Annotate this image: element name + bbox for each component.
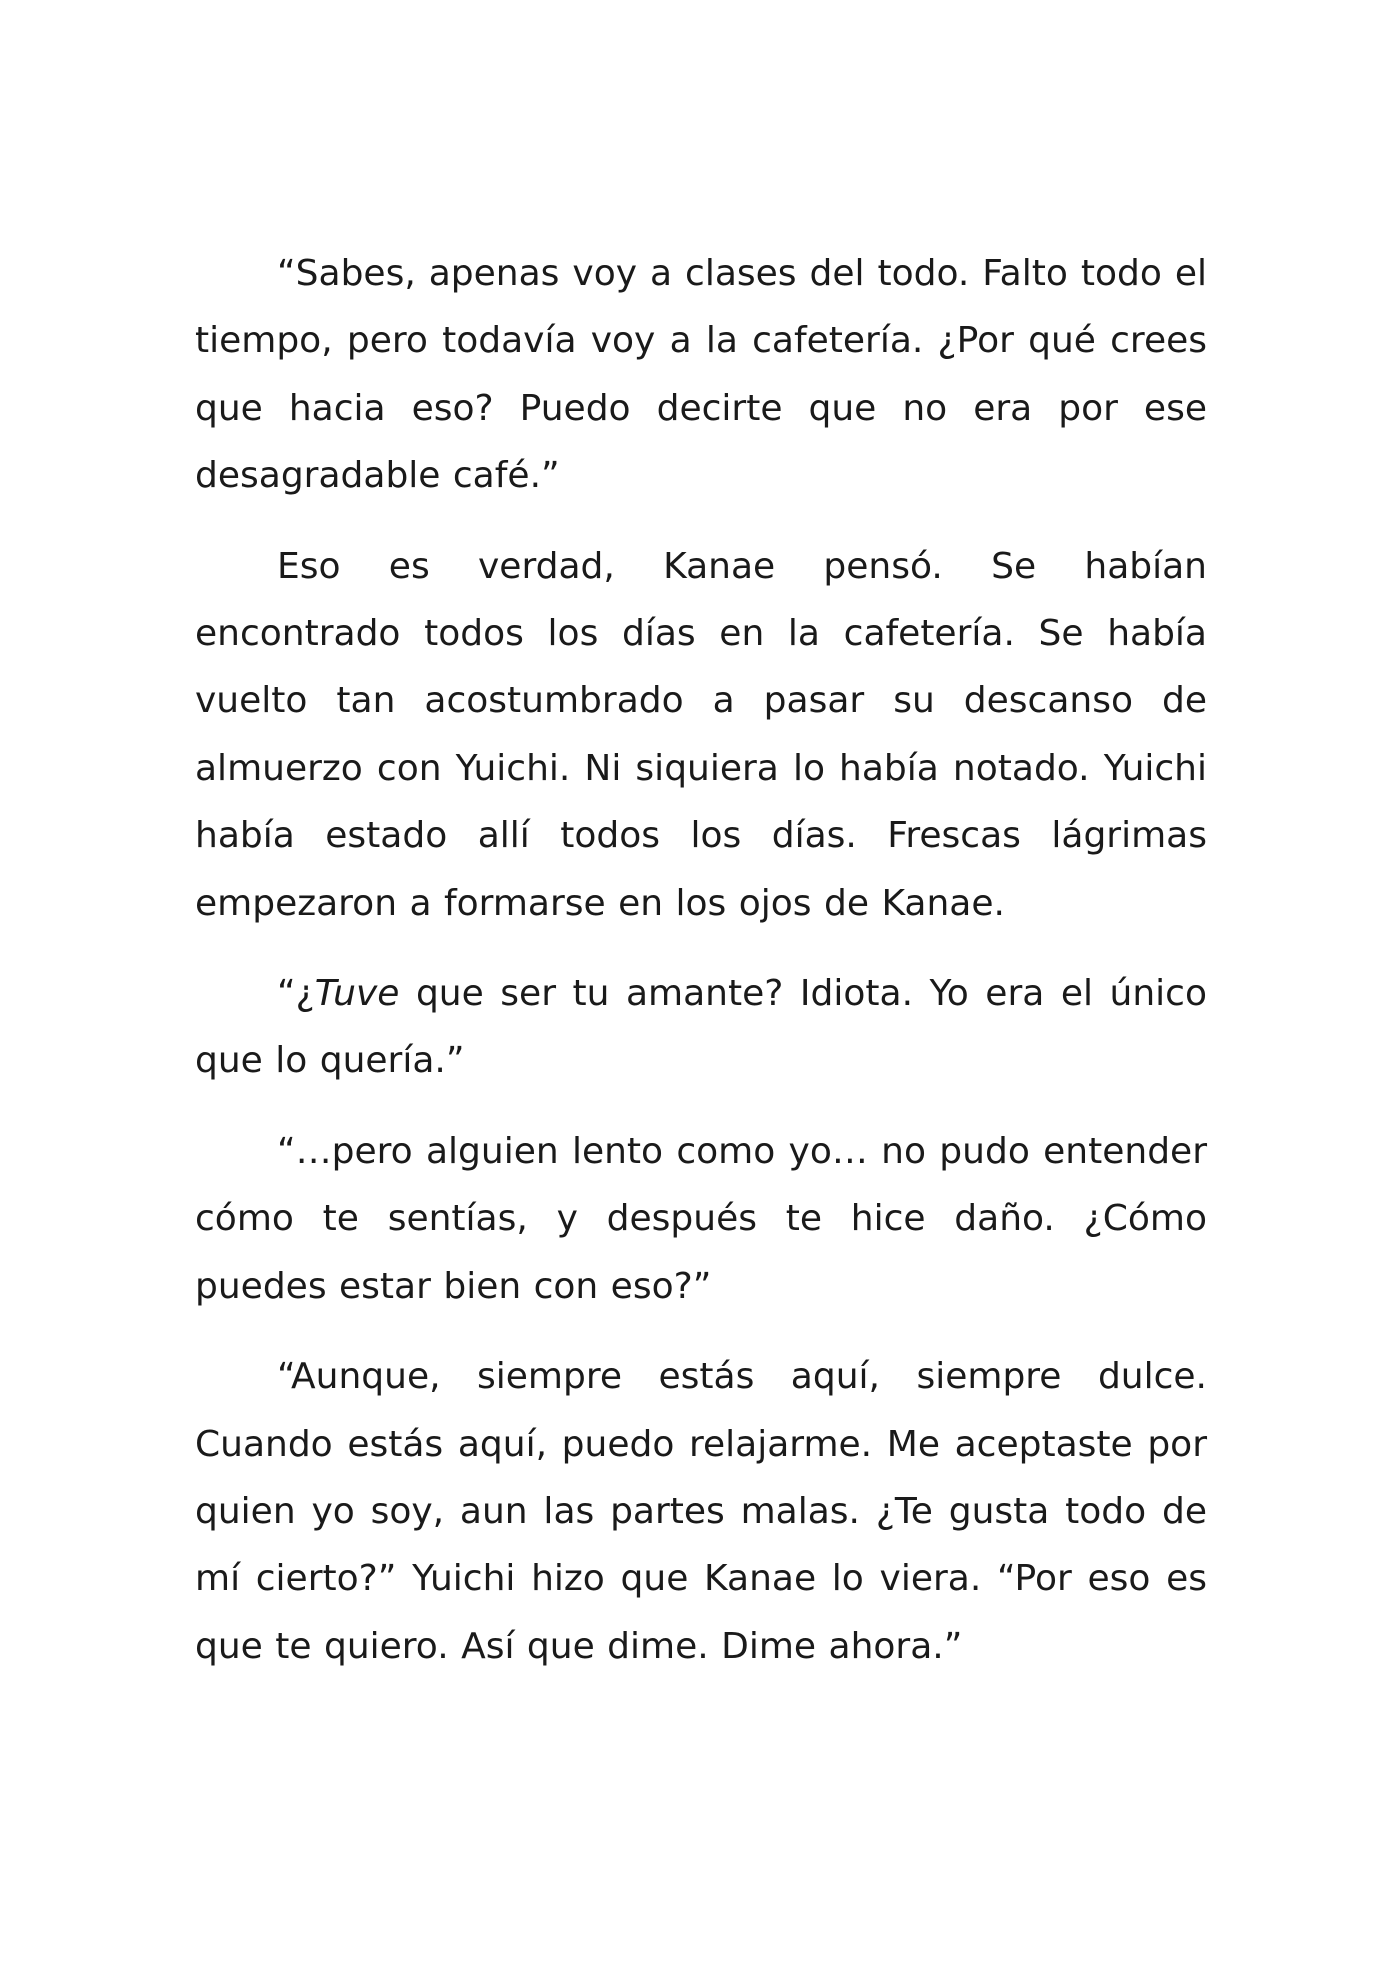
paragraph-3-open: “¿ [277, 973, 315, 1015]
paragraph-5: “Aunque, siempre estás aquí, siempre dulce. Cuando estás aquí, puedo relajarme. Me aceptaste por quien yo soy, aun las partes malas. ¿Te gusta todo de mí cierto?” Yuichi hizo que Kanae lo viera. “Por eso es que te quiero. Así que dime. Dime ahora.” [195, 1356, 1207, 1667]
paragraph-4: “…pero alguien lento como yo… no pudo entender cómo te sentías, y después te hice daño. ¿Cómo puedes estar bien con eso?” [195, 1130, 1207, 1307]
paragraph-3-rest: que ser tu amante? Idiota. Yo era el único que lo quería.” [195, 973, 1207, 1082]
paragraph-2: Eso es verdad, Kanae pensó. Se habían encontrado todos los días en la cafetería. Se había vuelto tan acostumbrado a pasar su descanso de almuerzo con Yuichi. Ni siquiera lo había notado. Yuichi había estado allí todos los días. Frescas lágrimas empezaron a formarse en los ojos de Kanae. [195, 545, 1207, 924]
paragraph-3-emphasis: Tuve [314, 973, 400, 1015]
document-body [195, 240, 1207, 1680]
paragraph-3 [195, 960, 1207, 1095]
paragraph-1: “Sabes, apenas voy a clases del todo. Falto todo el tiempo, pero todavía voy a la cafetería. ¿Por qué crees que hacia eso? Puedo decirte que no era por ese desagradable café.” [195, 253, 1207, 497]
